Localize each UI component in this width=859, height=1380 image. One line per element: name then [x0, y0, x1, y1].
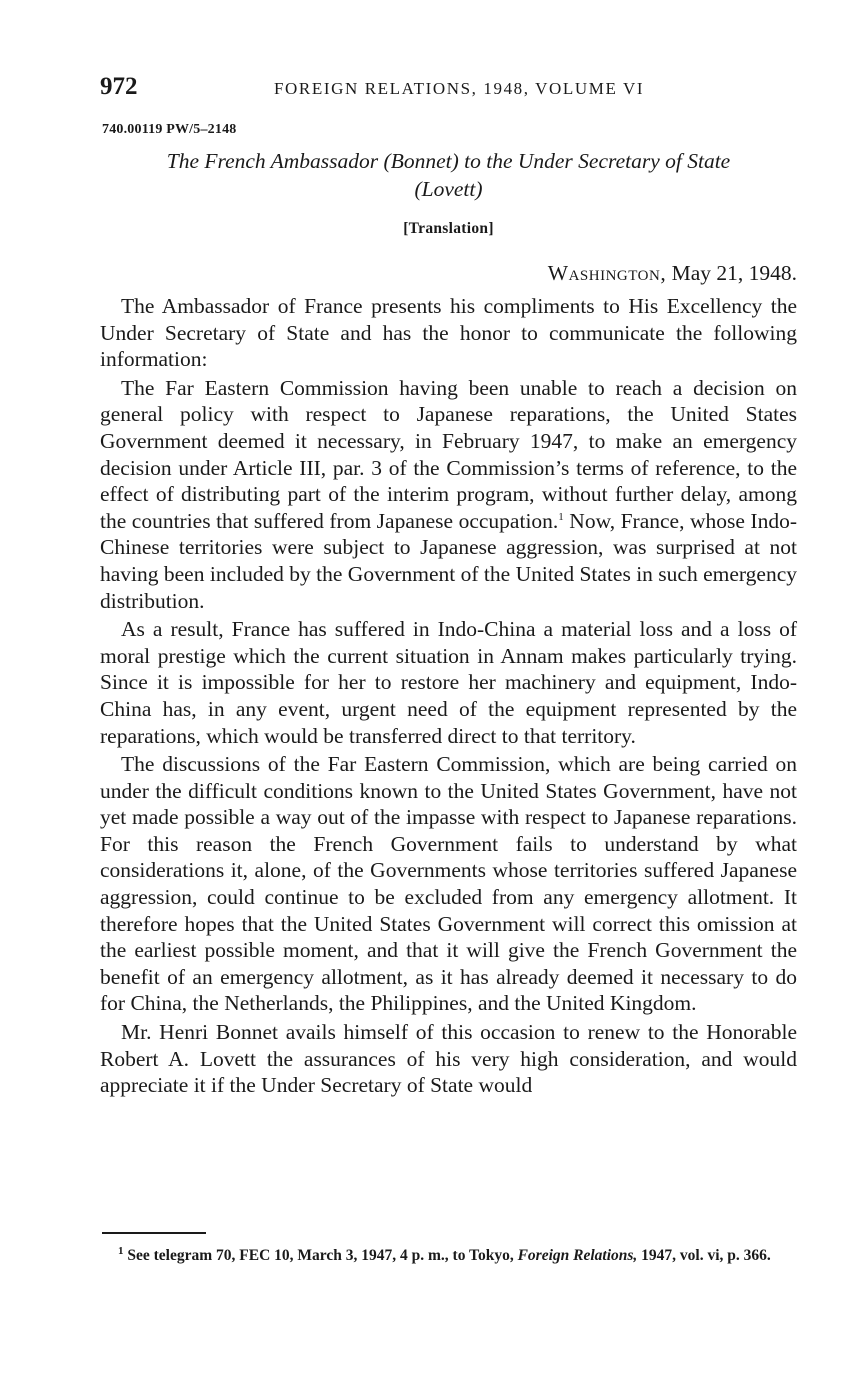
paragraph-1: The Ambassador of France presents his compliments to His Excellency the Under Secretary of State and has the honor to communicate the following information:: [100, 294, 797, 372]
footnote-text-b: 1947, vol. vi, p. 366.: [637, 1247, 771, 1264]
document-title-line-1: The French Ambassador (Bonnet) to the Under Secretary of State: [166, 149, 731, 173]
footnote-reference[interactable]: 1: [558, 510, 564, 523]
dateline: [548, 259, 797, 287]
file-number: 740.00119 PW/5–2148: [102, 122, 237, 137]
translation-note: [Translation]: [403, 220, 494, 237]
page-number: 972: [100, 73, 138, 100]
footnote-1: [100, 1245, 797, 1266]
paragraph-5: Mr. Henri Bonnet avails himself of this occasion to renew to the Honorable Robert A. Lovett the assurances of his very high consideration, and would appreciate it if the Under Secretary of State would: [100, 1020, 797, 1098]
paragraph-2-part-a: The Far Eastern Commission having been unable to reach a decision on general policy with respect to Japanese reparations, the United States Government deemed it necessary, in February 1947, to make an emergency decision under Article III, par. 3 of the Commission’s terms of reference, to the effect of distributing part of the interim program, without further delay, among the countries that suffered from Japanese occupation.: [100, 375, 797, 533]
dateline-place: Washington,: [547, 261, 667, 285]
letter-body: [100, 293, 797, 1101]
paragraph-4: The discussions of the Far Eastern Commission, which are being carried on under the difficult conditions known to the United States Government, have not yet made possible a way out of the impasse with respect to Japanese reparations. For this reason the French Government fails to understand by what considerations it, alone, of the Governments whose territories suffered Japanese aggression, could continue to be excluded from any emergency allotment. It therefore hopes that the United States Government will correct this omission at the earliest possible moment, and that it will give the French Government the benefit of an emergency allotment, as it has already deemed it necessary to do for China, the Netherlands, the Philippines, and the United Kingdom.: [100, 752, 797, 1016]
running-title: FOREIGN RELATIONS, 1948, VOLUME VI: [274, 79, 645, 98]
paragraph-3: As a result, France has suffered in Indo-China a material loss and a loss of moral prestige which the current situation in Annam makes particularly trying. Since it is impossible for her to restore her machinery and equipment, Indo-China has, in any event, urgent need of the equipment represented by the reparations, which would be transferred direct to that territory.: [100, 617, 797, 748]
document-title-line-2: (Lovett): [414, 177, 483, 201]
document-title: [100, 147, 797, 203]
footnote-text-a: See telegram 70, FEC 10, March 3, 1947, 4 p. m., to Tokyo,: [123, 1247, 518, 1264]
footnote-publication-title: Foreign Relations,: [517, 1247, 638, 1264]
running-header: [100, 72, 797, 106]
footnote-divider: [102, 1232, 206, 1234]
dateline-date: May 21, 1948.: [666, 261, 797, 285]
footnote-mark: 1: [118, 1244, 124, 1257]
paragraph-2-part-b: Now, France, whose Indo-Chinese territories were subject to Japanese aggression, was surprised at not having been included by the Government of the United States in such emergency distribution.: [100, 508, 797, 613]
paragraph-2: [100, 375, 797, 614]
